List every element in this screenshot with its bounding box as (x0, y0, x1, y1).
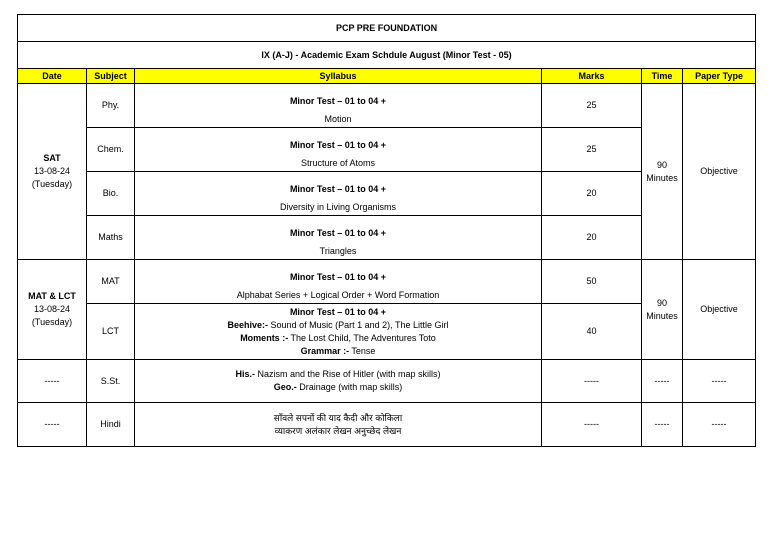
paper-type-cell: Objective (683, 260, 756, 360)
day-date: 13-08-24 (33, 304, 71, 314)
grammar-line (137, 345, 539, 358)
subject-cell: LCT (87, 304, 135, 360)
paper-type-cell: ----- (683, 403, 756, 447)
syllabus-cell (135, 84, 542, 128)
marks-cell: ----- (542, 360, 642, 403)
hindi-line-1: साँवले सपनों की याद कैदी और कोकिला (273, 412, 403, 423)
date-cell: ----- (18, 360, 87, 403)
paper-type-cell: Objective (683, 84, 756, 260)
marks-cell: 20 (542, 216, 642, 260)
minor-test-label: Minor Test – 01 to 04 + (289, 139, 387, 150)
header-syllabus: Syllabus (135, 69, 542, 84)
header-date: Date (18, 69, 87, 84)
header-paper-type: Paper Type (683, 69, 756, 84)
syllabus-cell (135, 216, 542, 260)
subject-cell: Chem. (87, 128, 135, 172)
topic-text: Triangles (319, 245, 357, 256)
subject-cell: Bio. (87, 172, 135, 216)
date-cell: ----- (18, 403, 87, 447)
table-row (18, 403, 756, 447)
moments-text: The Lost Child, The Adventures Toto (288, 333, 436, 343)
beehive-line (137, 319, 539, 332)
marks-cell: 20 (542, 172, 642, 216)
beehive-label: Beehive:- (227, 320, 269, 330)
date-cell-mat-lct (18, 260, 87, 360)
table-row (18, 260, 756, 304)
subject-cell: Hindi (87, 403, 135, 447)
marks-cell: 40 (542, 304, 642, 360)
syllabus-cell (135, 360, 542, 403)
date-cell-sat (18, 84, 87, 260)
table-row (18, 84, 756, 128)
time-value: 90 (656, 159, 667, 170)
subject-cell: MAT (87, 260, 135, 304)
topic-text: Structure of Atoms (300, 157, 376, 168)
marks-cell: 25 (542, 128, 642, 172)
marks-cell: 50 (542, 260, 642, 304)
time-cell (642, 260, 683, 360)
day-name: SAT (43, 153, 61, 163)
syllabus-cell (135, 260, 542, 304)
minor-test-label: Minor Test – 01 to 04 + (289, 307, 387, 317)
minor-test-label: Minor Test – 01 to 04 + (289, 183, 387, 194)
topic-text: Diversity in Living Organisms (279, 201, 397, 212)
time-cell (642, 84, 683, 260)
paper-type-cell: ----- (683, 360, 756, 403)
hindi-line-2: व्याकरण अलंकार लेखन अनुच्छेद लेखन (274, 425, 402, 436)
marks-cell: ----- (542, 403, 642, 447)
header-row (18, 69, 756, 84)
moments-label: Moments :- (240, 333, 289, 343)
beehive-text: Sound of Music (Part 1 and 2), The Little Girl (268, 320, 449, 330)
time-unit: Minutes (646, 310, 678, 321)
table-row (18, 360, 756, 403)
subject-cell: Maths (87, 216, 135, 260)
minor-test-label: Minor Test – 01 to 04 + (289, 227, 387, 238)
header-marks: Marks (542, 69, 642, 84)
syllabus-cell (135, 304, 542, 360)
history-text: Nazism and the Rise of Hitler (with map skills) (254, 369, 441, 379)
history-line (137, 368, 539, 381)
day-weekday: (Tuesday) (31, 317, 73, 327)
syllabus-cell (135, 403, 542, 447)
grammar-label: Grammar :- (300, 346, 350, 356)
exam-schedule-table (17, 14, 756, 447)
moments-line (137, 332, 539, 345)
syllabus-cell (135, 172, 542, 216)
topic-text: Motion (324, 113, 352, 124)
day-weekday: (Tuesday) (31, 179, 73, 189)
geography-text: Drainage (with map skills) (296, 382, 403, 392)
header-subject: Subject (87, 69, 135, 84)
page-title: PCP PRE FOUNDATION (18, 15, 756, 42)
subject-cell: Phy. (87, 84, 135, 128)
day-name: MAT & LCT (28, 291, 76, 301)
day-date: 13-08-24 (33, 166, 71, 176)
header-time: Time (642, 69, 683, 84)
geography-line (137, 381, 539, 394)
time-unit: Minutes (646, 172, 678, 183)
topic-text: Alphabat Series + Logical Order + Word Formation (236, 289, 440, 300)
syllabus-cell (135, 128, 542, 172)
time-value: 90 (656, 297, 667, 308)
minor-test-label: Minor Test – 01 to 04 + (289, 95, 387, 106)
marks-cell: 25 (542, 84, 642, 128)
history-label: His.- (235, 369, 255, 379)
minor-test-label: Minor Test – 01 to 04 + (289, 271, 387, 282)
subject-cell: S.St. (87, 360, 135, 403)
time-cell: ----- (642, 360, 683, 403)
grammar-text: Tense (349, 346, 376, 356)
geography-label: Geo.- (273, 382, 297, 392)
time-cell: ----- (642, 403, 683, 447)
page-subtitle: IX (A-J) - Academic Exam Schdule August (Minor Test - 05) (18, 42, 756, 69)
